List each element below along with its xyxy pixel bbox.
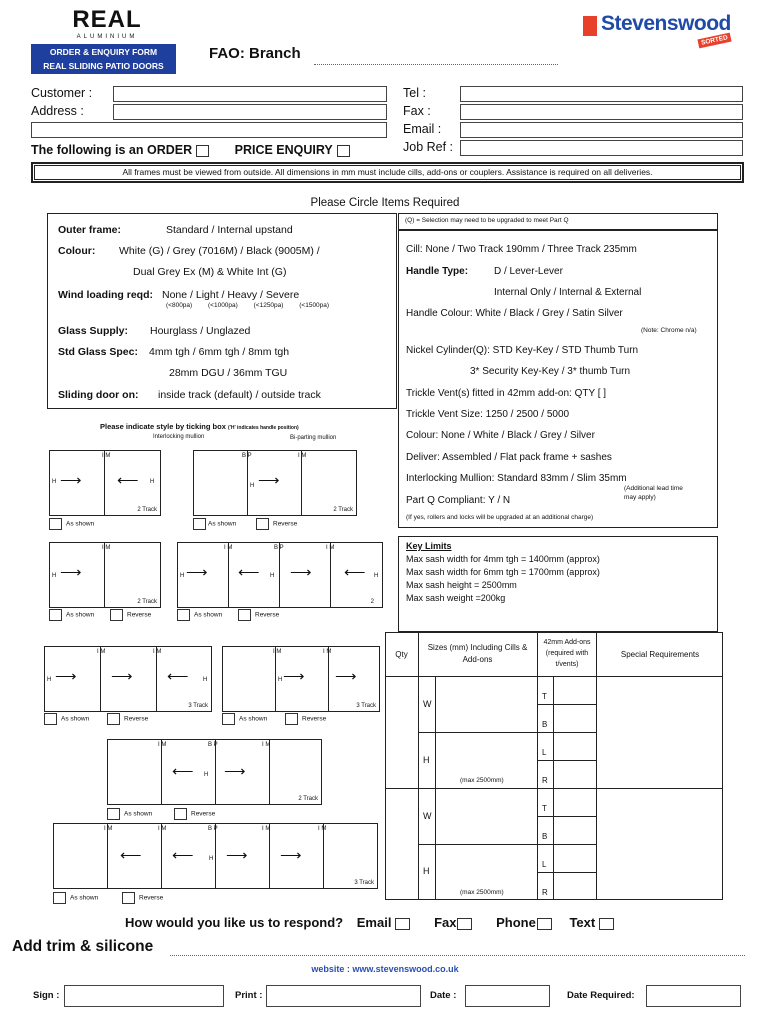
as-shown-label: As shown: [61, 715, 90, 723]
notice-inner: All frames must be viewed from outside. All dimensions in mm must include cills, add-ons or couplers. Assistance is required on all deliveries.: [34, 165, 741, 180]
real-logo-text: REAL: [72, 6, 142, 33]
trim-label: Add trim & silicone: [12, 938, 154, 955]
w-label-1: W: [423, 699, 432, 709]
glass-spec-value-2[interactable]: 28mm DGU / 36mm TGU: [169, 367, 288, 379]
trickle-vent-colour[interactable]: Colour: None / White / Black / Grey / Silver: [406, 430, 595, 441]
handle-type-value-2[interactable]: Internal Only / Internal & External: [494, 287, 642, 298]
sign-label: Sign :: [33, 990, 60, 1001]
address-label: Address :: [31, 104, 84, 118]
reverse-label: Reverse: [255, 611, 280, 619]
date-required-field[interactable]: [646, 985, 741, 1007]
cylinder-option[interactable]: Nickel Cylinder(Q): STD Key-Key / STD Thumb Turn: [406, 345, 639, 356]
arrow-left-icon: ⟵: [167, 668, 189, 685]
as-shown-label: As shown: [66, 520, 95, 528]
limit-4: Max sash weight =200kg: [406, 593, 506, 603]
glass-supply-label: Glass Supply:: [58, 325, 129, 337]
t-label-2: T: [542, 804, 547, 813]
interlocking-label: Interlocking mullion: [153, 434, 205, 440]
r-label-2: R: [542, 888, 548, 897]
arrow-left-icon: ⟵: [344, 564, 366, 581]
left-options-box: [47, 213, 397, 409]
address-field-2[interactable]: [31, 122, 387, 138]
q-note: (Q) = Selection may need to be upgraded to meet Part Q: [405, 217, 569, 224]
l-label-1: L: [542, 748, 547, 757]
door-style-3: I M ⟶ H 2 Track: [49, 542, 161, 608]
limit-2: Max sash width for 6mm tgh = 1700mm (approx): [406, 567, 600, 577]
special-header: Special Requirements: [620, 650, 700, 659]
notice-box: [31, 162, 744, 183]
style-4-reverse-checkbox[interactable]: [238, 609, 251, 621]
arrow-right-icon: ⟶: [60, 472, 82, 489]
tel-field[interactable]: [460, 86, 743, 102]
respond-question: How would you like us to respond?: [125, 915, 344, 930]
max-note-2: (max 2500mm): [460, 889, 504, 896]
form-badge: [31, 44, 176, 74]
trim-line[interactable]: [170, 952, 745, 956]
stevenswood-name: Stevenswood: [601, 12, 731, 35]
door-style-7: I M B P I M ⟵ ⟶ H 2 Track: [107, 739, 322, 805]
as-shown-label: As shown: [124, 810, 153, 818]
email-label: Email :: [403, 122, 442, 136]
style-title: [100, 422, 299, 431]
fax-label: Fax :: [403, 104, 431, 118]
key-limits-title: Key Limits: [406, 541, 452, 551]
style-8-reverse-checkbox[interactable]: [122, 892, 135, 904]
cylinder-option-2[interactable]: 3* Security Key-Key / 3* thumb Turn: [470, 366, 631, 377]
arrow-right-icon: ⟶: [60, 564, 82, 581]
email-field[interactable]: [460, 122, 743, 138]
b-label-2: B: [542, 832, 548, 841]
style-title-sub: ('H' indicates handle position): [227, 425, 299, 431]
order-label: The following is an ORDER: [31, 143, 193, 157]
limit-3: Max sash height = 2500mm: [406, 580, 517, 590]
respond-fax-label: Fax: [434, 915, 457, 930]
style-2-reverse-checkbox[interactable]: [256, 518, 269, 530]
sliding-door-value[interactable]: inside track (default) / outside track: [158, 389, 321, 401]
r-label-1: R: [542, 776, 548, 785]
style-6-reverse-checkbox[interactable]: [285, 713, 298, 725]
tel-label: Tel :: [403, 86, 426, 100]
as-shown-label: As shown: [70, 894, 99, 902]
style-5-as-shown-checkbox[interactable]: [44, 713, 57, 725]
date-required-label: Date Required:: [567, 990, 635, 1001]
respond-text-label: Text: [569, 915, 596, 930]
track-label: 2 Track: [298, 796, 318, 802]
order-checkbox[interactable]: [196, 145, 209, 157]
as-shown-label: As shown: [208, 520, 237, 528]
style-1-as-shown-checkbox[interactable]: [49, 518, 62, 530]
arrow-right-icon: ⟶: [290, 564, 312, 581]
colour-value-1[interactable]: White (G) / Grey (7016M) / Black (9005M) /: [119, 245, 320, 257]
style-5-options: [44, 713, 148, 725]
wind-label: Wind loading reqd:: [58, 289, 153, 301]
outer-frame-label: Outer frame:: [58, 224, 122, 236]
handle-type-value-1[interactable]: D / Lever-Lever: [494, 266, 563, 277]
colour-label: Colour:: [58, 245, 96, 257]
handle-marker: I M: [102, 453, 111, 459]
handle-type-label: Handle Type:: [406, 266, 469, 277]
respond-email-label: Email: [356, 915, 392, 930]
style-4-as-shown-checkbox[interactable]: [177, 609, 190, 621]
style-6-as-shown-checkbox[interactable]: [222, 713, 235, 725]
real-logo: [62, 6, 152, 40]
b-label-1: B: [542, 720, 548, 729]
style-2-options: [193, 518, 297, 530]
part-q-option[interactable]: Part Q Compliant: Y / N: [406, 495, 511, 506]
website[interactable]: website : www.stevenswood.co.uk: [311, 964, 459, 974]
if-yes-note: (If yes, rollers and locks will be upgraded at an additional charge): [406, 514, 594, 521]
stevenswood-logo: [583, 14, 743, 54]
respond-phone-label: Phone: [496, 915, 536, 930]
arrow-right-icon: ⟶: [283, 668, 305, 685]
reverse-label: Reverse: [273, 520, 298, 528]
sliding-door-label: Sliding door on:: [58, 389, 139, 401]
arrow-left-icon: ⟵: [120, 847, 142, 864]
jobref-field[interactable]: [460, 140, 743, 156]
track-label: 2 Track: [333, 507, 353, 513]
price-enquiry-checkbox[interactable]: [337, 145, 350, 157]
outer-frame-value[interactable]: Standard / Internal upstand: [166, 224, 293, 236]
style-4-options: [177, 609, 279, 621]
reverse-label: Reverse: [302, 715, 327, 723]
glass-supply-value[interactable]: Hourglass / Unglazed: [150, 325, 251, 337]
fao-label: FAO: Branch: [209, 45, 301, 62]
customer-label: Customer :: [31, 86, 93, 100]
deliver-option[interactable]: Deliver: Assembled / Flat pack frame + sashes: [406, 452, 612, 463]
badge-line1: ORDER & ENQUIRY FORM: [49, 47, 158, 57]
respond-email-checkbox[interactable]: [395, 918, 410, 930]
reverse-label: Reverse: [191, 810, 216, 818]
fao-line[interactable]: [314, 61, 558, 65]
style-1-options: [49, 518, 94, 530]
style-5-reverse-checkbox[interactable]: [107, 713, 120, 725]
arrow-left-icon: ⟵: [238, 564, 260, 581]
style-title-text: Please indicate style by ticking box: [100, 422, 226, 431]
date-label: Date :: [430, 990, 457, 1001]
address-field[interactable]: [113, 104, 387, 120]
jobref-label: Job Ref :: [403, 140, 454, 154]
arrow-left-icon: ⟵: [117, 472, 139, 489]
arrow-right-icon: ⟶: [226, 847, 248, 864]
respond-text-checkbox[interactable]: [599, 918, 614, 930]
l-label-2: L: [542, 860, 547, 869]
track-label: 3 Track: [188, 703, 208, 709]
order-row: [31, 143, 350, 157]
sorted-tag: SORTED: [697, 33, 731, 49]
t-label-1: T: [542, 692, 547, 701]
respond-row: [125, 915, 614, 930]
trickle-vent-size[interactable]: Trickle Vent Size: 1250 / 2500 / 5000: [406, 409, 570, 420]
style-7-options: [107, 808, 215, 820]
arrow-left-icon: ⟵: [172, 763, 194, 780]
w-label-2: W: [423, 811, 432, 821]
style-3-options: [49, 609, 151, 621]
reverse-label: Reverse: [124, 715, 149, 723]
style-8-as-shown-checkbox[interactable]: [53, 892, 66, 904]
customer-field[interactable]: [113, 86, 387, 102]
door-style-2: B P I M ⟶ H 2 Track: [193, 450, 357, 516]
stevenswood-mark-icon: [583, 16, 597, 36]
addons-header: 42mm Add-ons (required with t/vents): [543, 639, 591, 668]
h-label-2: H: [423, 866, 430, 876]
glass-spec-value-1[interactable]: 4mm tgh / 6mm tgh / 8mm tgh: [149, 346, 290, 358]
max-note-1: (max 2500mm): [460, 777, 504, 784]
track-label: 2 Track: [137, 599, 157, 605]
track-label: 3 Track: [354, 880, 374, 886]
mullion-option[interactable]: Interlocking Mullion: Standard 83mm / Slim 35mm: [406, 473, 627, 484]
real-logo-sub: ALUMINIUM: [76, 34, 138, 40]
door-style-5: I M I M ⟶ ⟶ ⟵ H H 3 Track: [44, 646, 212, 712]
limit-1: Max sash width for 4mm tgh = 1400mm (approx): [406, 554, 600, 564]
handle-colour-option[interactable]: Handle Colour: White / Black / Grey / Satin Silver: [406, 308, 623, 319]
style-8-options: [53, 892, 163, 904]
style-3-reverse-checkbox[interactable]: [110, 609, 123, 621]
as-shown-label: As shown: [66, 611, 95, 619]
as-shown-label: As shown: [194, 611, 223, 619]
biparting-label: Bi-parting mullion: [290, 435, 337, 441]
trickle-vent-qty[interactable]: Trickle Vent(s) fitted in 42mm add-on: QTY [ ]: [406, 388, 607, 399]
price-enquiry-label: PRICE ENQUIRY: [234, 143, 333, 157]
arrow-right-icon: ⟶: [224, 763, 246, 780]
fax-field[interactable]: [460, 104, 743, 120]
arrow-right-icon: ⟶: [280, 847, 302, 864]
reverse-label: Reverse: [139, 894, 164, 902]
circle-title: Please Circle Items Required: [310, 197, 460, 209]
chrome-note: (Note: Chrome n/a): [641, 327, 697, 334]
style-6-options: [222, 713, 326, 725]
respond-fax-checkbox[interactable]: [457, 918, 472, 930]
door-style-6: I M I M ⟶ ⟶ H 3 Track: [222, 646, 380, 712]
wind-sub: (<800pa) (<1000pa) (<1250pa) (<1500pa): [166, 302, 330, 309]
door-style-1: I M ⟶ ⟵ H H 2 Track: [49, 450, 161, 516]
arrow-right-icon: ⟶: [258, 472, 280, 489]
colour-value-2[interactable]: Dual Grey Ex (M) & White Int (G): [133, 266, 287, 278]
wind-value[interactable]: None / Light / Heavy / Severe: [162, 289, 300, 301]
sizes-header: Sizes (mm) Including Cills & Add-ons: [427, 643, 528, 664]
arrow-right-icon: ⟶: [55, 668, 77, 685]
door-style-4: I M B P I M ⟶ ⟵ ⟶ ⟵ H H H 2: [177, 542, 383, 608]
style-7-as-shown-checkbox[interactable]: [107, 808, 120, 820]
h-label-1: H: [423, 755, 430, 765]
arrow-right-icon: ⟶: [186, 564, 208, 581]
print-label: Print :: [235, 990, 263, 1001]
sign-field[interactable]: [64, 985, 224, 1007]
style-7-reverse-checkbox[interactable]: [174, 808, 187, 820]
print-field[interactable]: [266, 985, 421, 1007]
badge-line2: REAL SLIDING PATIO DOORS: [43, 61, 164, 71]
arrow-right-icon: ⟶: [111, 668, 133, 685]
arrow-right-icon: ⟶: [335, 668, 357, 685]
respond-phone-checkbox[interactable]: [537, 918, 552, 930]
track-label: 3 Track: [356, 703, 376, 709]
qty-header: Qty: [395, 650, 408, 659]
style-3-as-shown-checkbox[interactable]: [49, 609, 62, 621]
arrow-left-icon: ⟵: [172, 847, 194, 864]
door-style-8: I M I M B P I M I M ⟵ ⟵ ⟶ ⟶ H 3 Track: [53, 823, 378, 889]
glass-spec-label: Std Glass Spec:: [58, 346, 138, 358]
style-2-as-shown-checkbox[interactable]: [193, 518, 206, 530]
lead-time-note: (Additional lead time may apply): [624, 485, 683, 501]
cill-option[interactable]: Cill: None / Two Track 190mm / Three Track 235mm: [406, 244, 637, 255]
reverse-label: Reverse: [127, 611, 152, 619]
track-label: 2 Track: [137, 507, 157, 513]
date-field[interactable]: [465, 985, 550, 1007]
as-shown-label: As shown: [239, 715, 268, 723]
